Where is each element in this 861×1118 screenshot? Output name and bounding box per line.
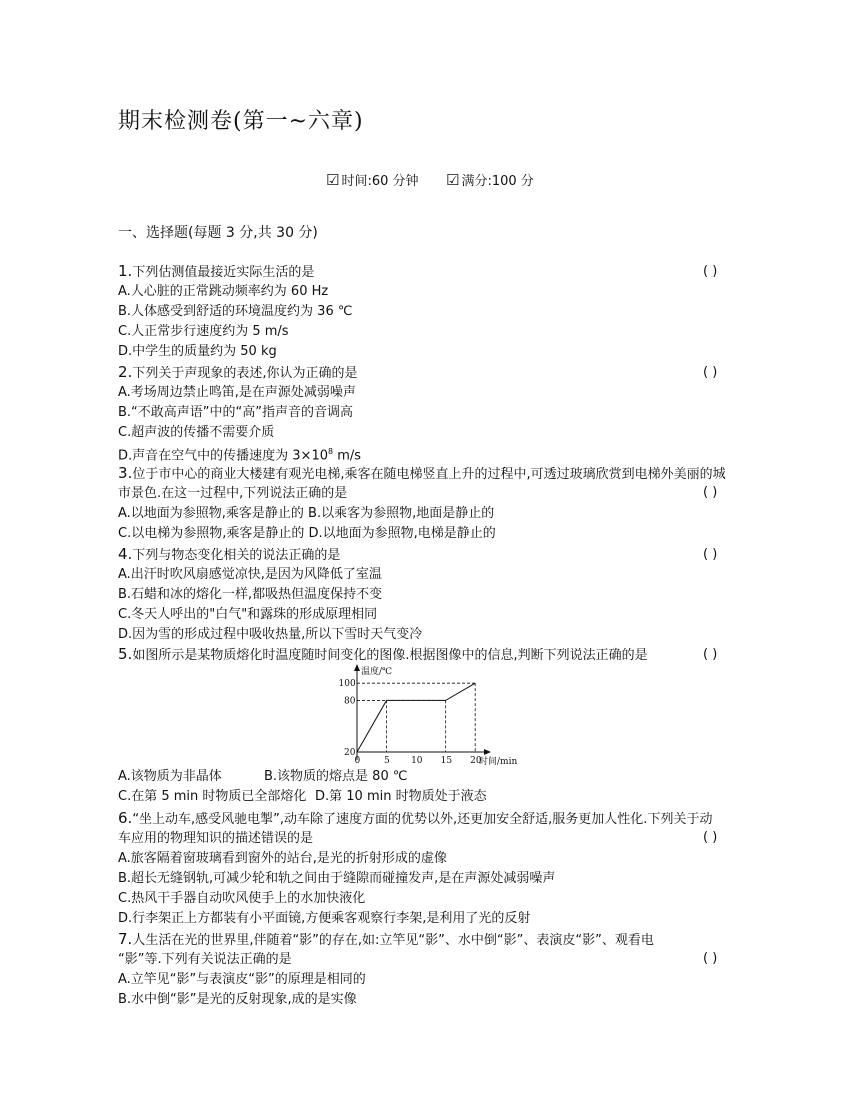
full-score: 满分:100 分: [461, 174, 534, 189]
x-tick-label: 10: [411, 756, 423, 766]
option-a: A.该物质为非晶体: [118, 769, 222, 784]
x-axis-label: 时间/min: [479, 757, 518, 767]
x-tick-label: 0: [354, 756, 361, 766]
question-number: 3.: [118, 464, 133, 482]
option-c: C.在第 5 min 时物质已全部熔化: [118, 789, 307, 804]
option-cd: C.以电梯为参照物,乘客是静止的 D.以地面为参照物,电梯是静止的: [118, 526, 496, 541]
option-c: C.热风干手器自动吹风使手上的水加快液化: [118, 891, 366, 906]
option-d: D.因为雪的形成过程中吸收热量,所以下雪时天气变冷: [118, 627, 423, 642]
question-number: 4.: [118, 545, 133, 563]
option-d: D.行李架正上方都装有小平面镜,方便乘客观察行李架,是利用了光的反射: [118, 911, 531, 926]
x-tick-label: 20: [470, 756, 482, 766]
answer-blank: ( ): [703, 951, 718, 966]
question-6-stem-cont: 车应用的物理知识的描述错误的是: [118, 831, 314, 846]
question-1-stem: 1.下列估测值最接近实际生活的是: [118, 262, 315, 280]
question-2-stem: 2.下列关于声现象的表述,你认为正确的是: [118, 363, 358, 381]
answer-blank: ( ): [703, 830, 718, 845]
option-b: B.“不敢高声语”中的“高”指声音的音调高: [118, 405, 353, 420]
question-number: 1.: [118, 262, 133, 280]
answer-blank: ( ): [703, 365, 718, 380]
y-axis-arrow: [354, 664, 360, 671]
option-d: D.第 10 min 时物质处于液态: [315, 789, 487, 804]
option-a: A.考场周边禁止鸣笛,是在声源处减弱噪声: [118, 385, 356, 400]
answer-blank: ( ): [703, 485, 718, 500]
question-7-stem-cont: “影”等.下列有关说法正确的是: [118, 952, 292, 967]
melting-graph: [332, 662, 532, 772]
question-number: 7.: [118, 930, 133, 948]
time-limit: 时间:60 分钟: [341, 174, 419, 189]
y-tick-label: 80: [344, 696, 356, 707]
question-4-stem: 4.下列与物态变化相关的说法正确的是: [118, 545, 341, 563]
checkbox-icon: ☑: [446, 171, 460, 189]
answer-blank: ( ): [703, 647, 718, 662]
y-axis-label: 温度/℃: [361, 667, 393, 677]
answer-blank: ( ): [703, 264, 718, 279]
answer-blank: ( ): [703, 547, 718, 562]
option-c: C.超声波的传播不需要介质: [118, 425, 275, 440]
option-d: D.声音在空气中的传播速度为 $3\times 10^8$ m/s: [118, 447, 362, 464]
x-tick-label: 5: [384, 756, 390, 766]
option-a: A.旅客隔着窗玻璃看到窗外的站台,是光的折射形成的虚像: [118, 851, 447, 866]
option-d: D.中学生的质量约为 50 kg: [118, 344, 277, 359]
checkbox-icon: ☑: [326, 171, 340, 189]
option-c: C.人正常步行速度约为 5 m/s: [118, 324, 289, 339]
option-a: A.立竿见“影”与表演皮“影”的原理是相同的: [118, 972, 366, 987]
question-6-stem: 6.“坐上动车,感受风驰电掣”,动车除了速度方面的优势以外,还更加安全舒适,服务更加人性化.下列关于动: [118, 809, 713, 827]
y-tick-label: 20: [344, 748, 356, 758]
temperature-curve: [357, 683, 475, 752]
option-c: C.冬天人呼出的"白气"和露珠的形成原理相同: [118, 607, 378, 622]
option-a: A.人心脏的正常跳动频率约为 60 Hz: [118, 284, 329, 299]
question-3-stem-cont: 市景色.在这一过程中,下列说法正确的是: [118, 486, 348, 501]
option-b: B.石蜡和冰的熔化一样,都吸热但温度保持不变: [118, 587, 383, 602]
question-7-stem: 7.人生活在光的世界里,伴随着“影”的存在,如:立竿见“影”、水中倒“影”、表演皮“影”、观看电: [118, 930, 654, 948]
option-b: B.人体感受到舒适的环境温度约为 36 ℃: [118, 304, 353, 319]
x-tick-label: 15: [440, 756, 453, 766]
option-b: B.水中倒“影”是光的反射现象,成的是实像: [118, 992, 357, 1007]
page-title: 期末检测卷(第一~六章): [118, 109, 364, 134]
y-tick-label: 100: [338, 679, 356, 690]
time-info: [326, 170, 419, 189]
x-axis-arrow: [484, 749, 491, 755]
question-3-stem: 3.位于市中心的商业大楼建有观光电梯,乘客在随电梯竖直上升的过程中,可透过玻璃欣赏到电梯外美丽的城: [118, 464, 726, 482]
score-info: [446, 170, 534, 189]
option-b: B.该物质的熔点是 80 ℃: [264, 769, 408, 784]
option-ab: A.以地面为参照物,乘客是静止的 B.以乘客为参照物,地面是静止的: [118, 506, 495, 521]
question-number: 5.: [118, 645, 133, 663]
question-5-stem: 5.如图所示是某物质熔化时温度随时间变化的图像.根据图像中的信息,判断下列说法正确的是: [118, 645, 648, 663]
option-b: B.超长无缝钢轨,可减少轮和轨之间由于缝隙而碰撞发声,是在声源处减弱噪声: [118, 871, 556, 886]
section-title: 一、选择题(每题 3 分,共 30 分): [118, 225, 318, 241]
option-a: A.出汗时吹风扇感觉凉快,是因为风降低了室温: [118, 567, 382, 582]
question-number: 2.: [118, 363, 133, 381]
question-number: 6.: [118, 809, 133, 827]
